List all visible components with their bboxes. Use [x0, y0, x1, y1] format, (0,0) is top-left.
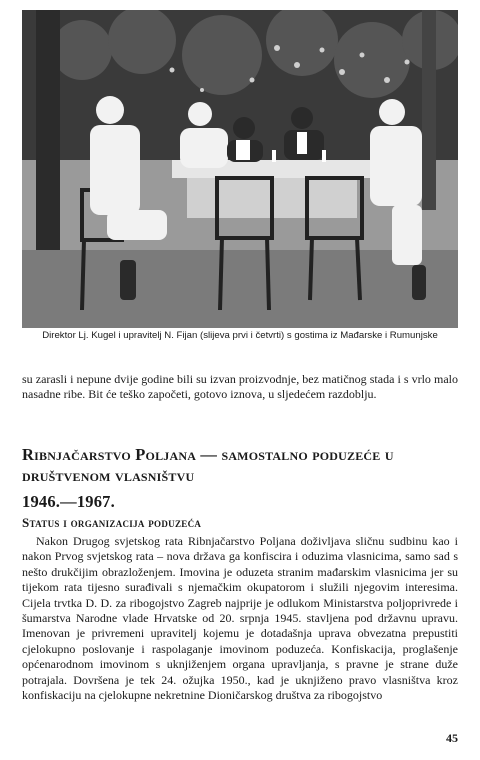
section-heading [22, 444, 462, 512]
subsection-heading: Status i organizacija poduzeća [22, 515, 202, 530]
historical-photo [22, 10, 458, 328]
photo-caption: Direktor Lj. Kugel i upravitelj N. Fijan (slijeva prvi i četvrti) s gostima iz Mađarske i Rumunjske [42, 330, 438, 341]
intro-paragraph: su zarasli i nepune dvije godine bili su izvan proizvodnje, bez matičnog stada i s vrlo malo nasadne ribe. Bit će teško započeti, gotovo iznova, u sljedećem razdoblju. [22, 372, 458, 402]
page-number: 45 [446, 731, 458, 745]
body-paragraph: Nakon Drugog svjetskog rata Ribnjačarstvo Poljana doživljava sličnu sudbinu kao i nakon Prvog svjetskog rata – nova država ga konfiscira i oduzima vlasnicima, samo sad s nešto drukčijim obrazloženjem. Imovina je oduzeta stranim mađarskim vlasnicima jer su tijekom rata tijesno surađivali s njemačkim okupatorom i služili njegovim interesima. Cijela trvtka D. D. za ribogojstvo Zagreb najprije je odlukom Ministarstva poljoprivrede i šumarstva Narodne vlade Hrvatske od 20. srpnja 1945. stavljena pod državnu upravu. Imenovan je privremeni upravitelj kojemu je dotadašnja uprava obvezatna prepustiti cjelokupno poslovanje i raspolaganje imovinom poduzeća. Konfiskacija, proglašenje općenarodnom imovinom s uknjiženjem organa upravljanja, s pravne je strane duže potrajala. Dovršena je tek 24. ožujka 1950., kad je uknjiženo pravo vlasništva kroz konfiskaciju na cjelokupne nekretnine Dioničarskog društva za ribogojstvo [22, 534, 458, 703]
section-heading-title: Ribnjačarstvo Poljana — samostalno poduzeće u društvenom vlasništvu [22, 445, 394, 485]
historical-group-photo-icon [22, 10, 458, 328]
section-heading-years: 1946.—1967. [22, 492, 115, 511]
